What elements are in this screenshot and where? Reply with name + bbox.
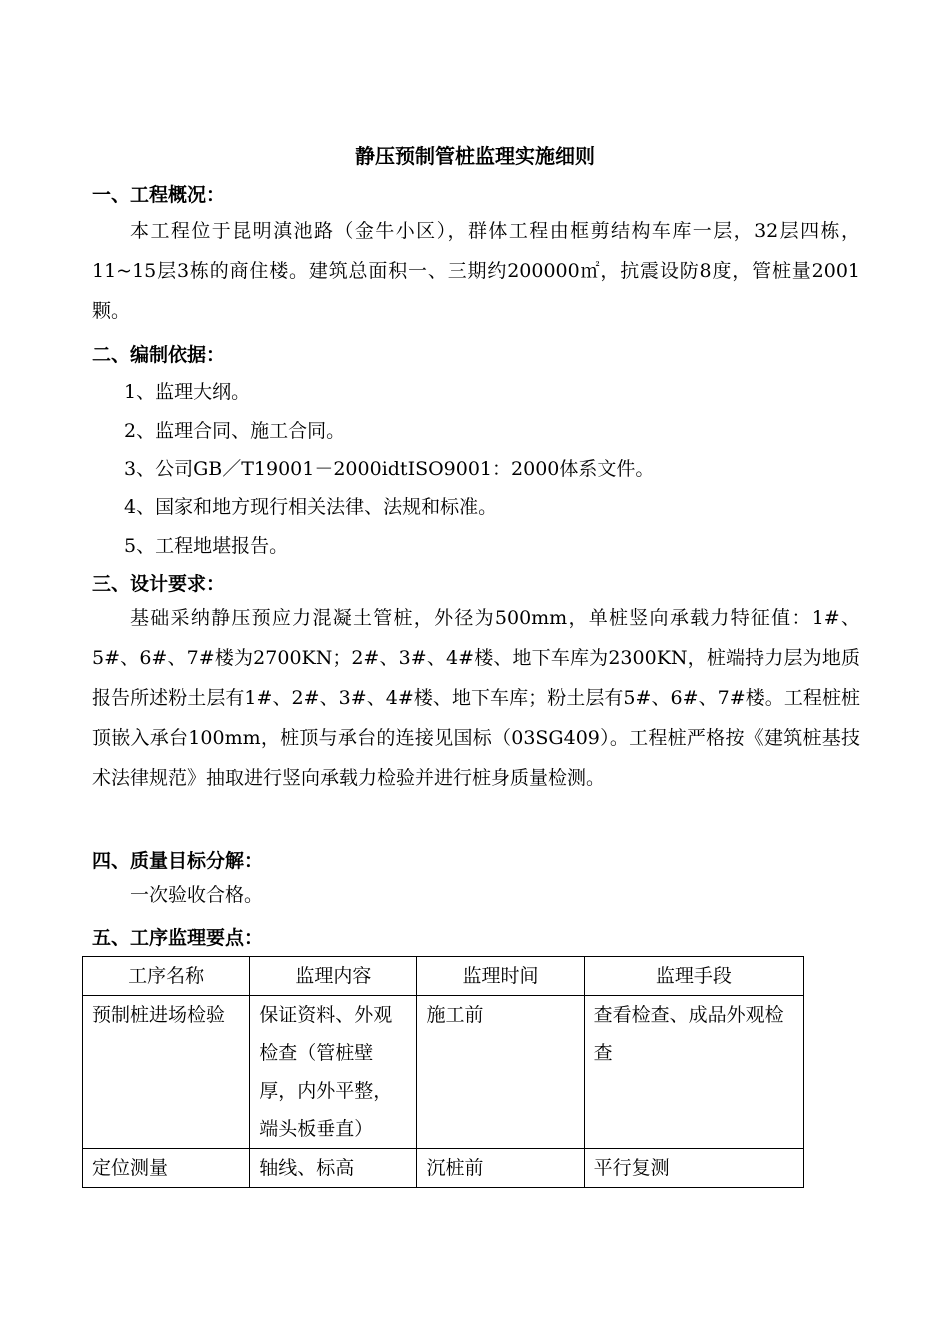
table-header-cell: 工序名称	[83, 957, 250, 996]
table-cell: 保证资料、外观检查（管桩壁厚，内外平整，端头板垂直）	[250, 996, 417, 1149]
table-header-cell: 监理手段	[584, 957, 803, 996]
design-paragraph: 基础采纳静压预应力混凝土管桩，外径为500mm，单桩竖向承载力特征值：1#、5#、6#、7#楼为2700KN；2#、3#、4#楼、地下车库为2300KN，桩端持力层为地质报告所述粉土层有1#、2#、3#、4#楼、地下车库；粉土层有5#、6#、7#楼。工程桩桩顶嵌入承台100mm，桩顶与承台的连接见国标（03SG409）。工程桩严格按《建筑桩基技术法律规范》抽取进行竖向承载力检验并进行桩身质量检测。	[92, 607, 860, 789]
table-row	[83, 1149, 804, 1188]
quality-paragraph: 一次验收合格。	[130, 884, 264, 906]
document-title: 静压预制管桩监理实施细则	[355, 144, 595, 168]
basis-item: 2、监理合同、施工合同。	[124, 420, 346, 442]
table-cell: 沉桩前	[417, 1149, 584, 1188]
table-cell: 定位测量	[83, 1149, 250, 1188]
section-heading-process: 五、工序监理要点：	[92, 927, 264, 949]
basis-item: 5、工程地堪报告。	[124, 535, 289, 557]
table-cell: 预制桩进场检验	[83, 996, 250, 1149]
table-cell: 轴线、标高	[250, 1149, 417, 1188]
overview-paragraph: 本工程位于昆明滇池路（金牛小区），群体工程由框剪结构车库一层，32层四栋，11~15层3栋的商住楼。建筑总面积一、三期约200000㎡，抗震设防8度，管桩量2001颗。	[92, 220, 860, 322]
table-row	[83, 996, 804, 1149]
basis-item: 1、监理大纲。	[124, 381, 251, 403]
basis-item: 3、公司GB／T19001－2000idtISO9001：2000体系文件。	[124, 458, 655, 480]
table-header-cell: 监理时间	[417, 957, 584, 996]
table-cell: 施工前	[417, 996, 584, 1149]
section-heading-basis: 二、编制依据：	[92, 344, 226, 366]
table-header-cell: 监理内容	[250, 957, 417, 996]
section-heading-design: 三、设计要求：	[92, 573, 226, 595]
table-cell: 查看检查、成品外观检查	[584, 996, 803, 1149]
process-table	[82, 956, 804, 1188]
basis-item: 4、国家和地方现行相关法律、法规和标准。	[124, 496, 498, 518]
table-cell: 平行复测	[584, 1149, 803, 1188]
table-header-row	[83, 957, 804, 996]
section-heading-overview: 一、工程概况：	[92, 184, 226, 206]
section-heading-quality: 四、质量目标分解：	[92, 850, 264, 872]
